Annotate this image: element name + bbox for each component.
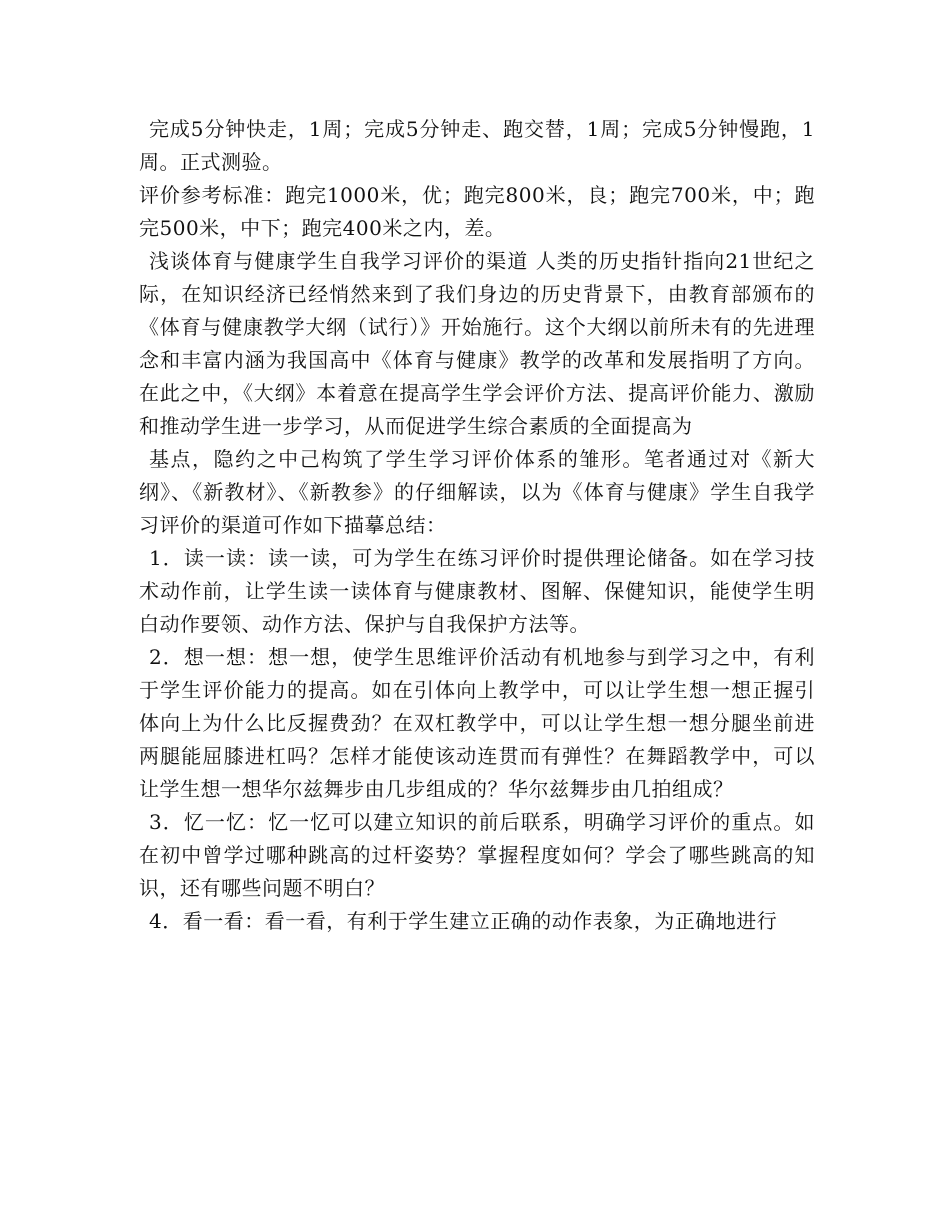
paragraph-evaluation-criteria: 评价参考标准：跑完1000米，优；跑完800米，良；跑完700米，中；跑完500米，中下；跑完400米之内，差。 — [139, 183, 815, 240]
document-body — [139, 113, 815, 938]
paragraph-item-read: 1．读一读：读一读，可为学生在练习评价时提供理论储备。如在学习技术动作前，让学生读一读体育与健康教材、图解、保健知识，能使学生明白动作要领、动作方法、保护与自我保护方法等。 — [139, 546, 815, 636]
paragraph-item-watch: 4．看一看：看一看，有利于学生建立正确的动作表象，为正确地进行 — [149, 909, 778, 933]
paragraph-running-test-schedule: 完成5分钟快走，1周；完成5分钟走、跑交替，1周；完成5分钟慢跑，1周。正式测验。 — [139, 117, 815, 174]
paragraph-article-basis: 基点，隐约之中己构筑了学生学习评价体系的雏形。笔者通过对《新大纲》、《新教材》、《新教参》的仔细解读，以为《体育与健康》学生自我学习评价的渠道可作如下描摹总结： — [139, 447, 815, 537]
paragraph-item-recall: 3．忆一忆：忆一忆可以建立知识的前后联系，明确学习评价的重点。如在初中曾学过哪种跳高的过杆姿势？掌握程度如何？学会了哪些跳高的知识，还有哪些问题不明白？ — [139, 810, 815, 900]
paragraph-item-think: 2．想一想：想一想，使学生思维评价活动有机地参与到学习之中，有利于学生评价能力的提高。如在引体向上教学中，可以让学生想一想正握引体向上为什么比反握费劲？在双杠教学中，可以让学生想一想分腿坐前进两腿能屈膝进杠吗？怎样才能使该动连贯而有弹性？在舞蹈教学中，可以让学生想一想华尔兹舞步由几步组成的？华尔兹舞步由几拍组成？ — [139, 645, 815, 801]
paragraph-article-intro: 浅谈体育与健康学生自我学习评价的渠道 人类的历史指针指向21世纪之际，在知识经济已经悄然来到了我们身边的历史背景下，由教育部颁布的《体育与健康教学大纲（试行）》开始施行。这个大纲以前所未有的先进理念和丰富内涵为我国高中《体育与健康》教学的改革和发展指明了方向。在此之中，《大纲》本着意在提高学生学会评价方法、提高评价能力、激励和推动学生进一步学习，从而促进学生综合素质的全面提高为 — [139, 249, 815, 438]
